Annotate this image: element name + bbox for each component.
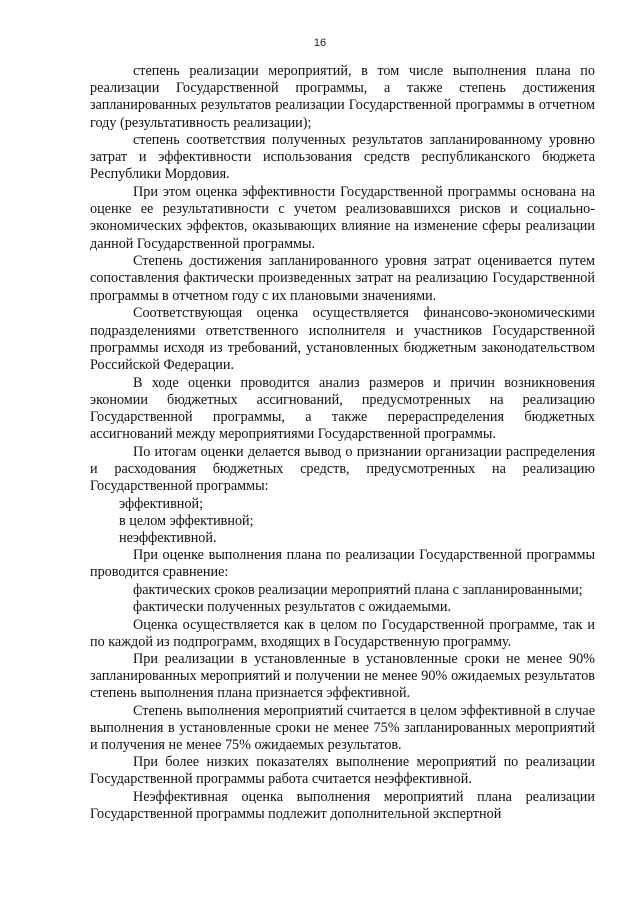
paragraph-4: Степень достижения запланированного уровня затрат оценивается путем сопоставления фактически произведенных затрат на реализацию Государственной программы в отчетном году с их плановыми значениями. — [90, 253, 595, 304]
document-body — [90, 63, 595, 823]
page-number: 16 — [313, 37, 327, 49]
paragraph-9: фактических сроков реализации мероприятий плана с запланированными; — [133, 581, 583, 598]
paragraph-13: Степень выполнения мероприятий считается в целом эффективной в случае выполнения в установленные сроки не менее 75% запланированных мероприятий и получения не менее 75% ожидаемых результатов. — [90, 702, 595, 753]
list-item: в целом эффективной; — [119, 512, 254, 529]
paragraph-8: При оценке выполнения плана по реализации Государственной программы проводится сравнение: — [90, 547, 595, 581]
list-item: эффективной; — [119, 495, 204, 512]
paragraph-15: Неэффективная оценка выполнения мероприятий плана реализации Государственной программы подлежит дополнительной экспертной — [90, 788, 595, 822]
paragraph-6: В ходе оценки проводится анализ размеров и причин возникновения экономии бюджетных ассигнований, предусмотренных на реализацию Государственной программы, а также перераспределения бюджетных ассигнований между мероприятиями Государственной программы. — [90, 374, 595, 443]
paragraph-1: степень реализации мероприятий, в том числе выполнения плана по реализации Государственной программы, а также степень достижения запланированных результатов реализации Государственной программы в отчетном году (результативность реализации); — [90, 63, 595, 131]
paragraph-12: При реализации в установленные в установленные сроки не менее 90% запланированных мероприятий и получении не менее 90% ожидаемых результатов степень выполнения плана признается эффективной. — [90, 650, 595, 702]
paragraph-2: степень соответствия полученных результатов запланированному уровню затрат и эффективности использования средств республиканского бюджета Республики Мордовия. — [90, 131, 595, 183]
paragraph-5: Соответствующая оценка осуществляется финансово-экономическими подразделениями ответственного исполнителя и участников Государственной программы исходя из требований, установленных бюджетным законодательством Российской Федерации. — [90, 305, 595, 373]
effectiveness-options-list — [90, 496, 595, 548]
paragraph-14: При более низких показателях выполнение мероприятий по реализации Государственной программы работа считается неэффективной. — [90, 754, 595, 788]
paragraph-11: Оценка осуществляется как в целом по Государственной программе, так и по каждой из подпрограмм, входящих в Государственную программу. — [90, 616, 595, 650]
paragraph-10: фактически полученных результатов с ожидаемыми. — [133, 598, 451, 615]
list-item: неэффективной. — [119, 529, 217, 546]
paragraph-7: По итогам оценки делается вывод о признании организации распределения и расходования бюджетных средств, предусмотренных на реализацию Государственной программы: — [90, 443, 595, 495]
paragraph-3: При этом оценка эффективности Государственной программы основана на оценке ее результативности с учетом реализовавшихся рисков и социально-экономических эффектов, оказывающих влияние на изменение сферы реализации данной Государственной программы. — [90, 183, 595, 252]
